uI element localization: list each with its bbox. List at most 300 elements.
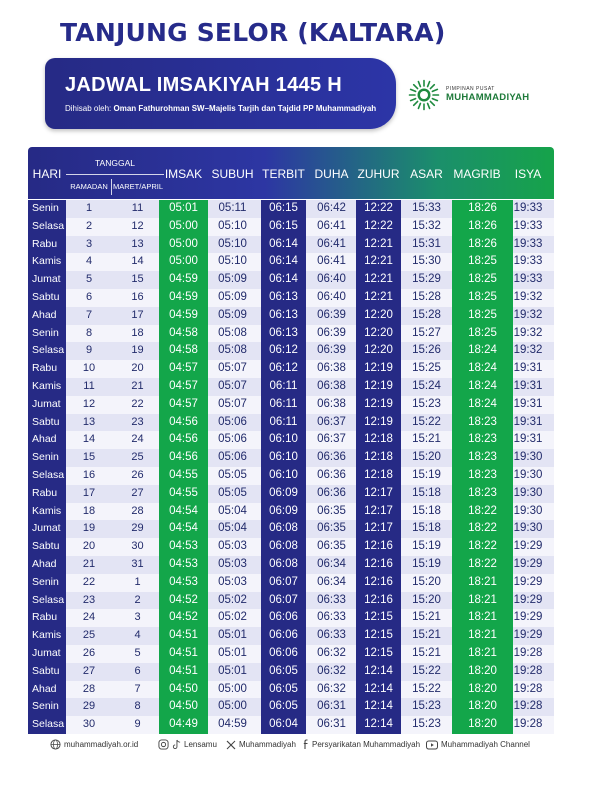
terbit-time-cell: 06:13 bbox=[261, 289, 306, 307]
asar-time-cell: 15:21 bbox=[412, 611, 441, 624]
asar-time-cell: 15:20 bbox=[412, 575, 441, 588]
isya-time-cell: 19:29 bbox=[513, 575, 543, 588]
duha-time-cell: 06:41 bbox=[317, 237, 346, 250]
day-cell: Jumat bbox=[28, 396, 66, 414]
isya-time-cell: 19:29 bbox=[513, 540, 543, 553]
duha-time-cell: 06:39 bbox=[317, 326, 346, 339]
magrib-time-cell: 18:20 bbox=[452, 663, 513, 681]
zuhur-time-cell: 12:19 bbox=[356, 378, 401, 396]
table-row bbox=[28, 681, 554, 699]
subuh-time-cell: 05:03 bbox=[218, 540, 247, 553]
isya-time-cell: 19:31 bbox=[513, 415, 543, 428]
isya-time-cell: 19:28 bbox=[513, 664, 543, 677]
magrib-time-cell: 18:26 bbox=[452, 200, 513, 218]
masehi-date-cell: 13 bbox=[131, 237, 144, 250]
magrib-time-cell: 18:21 bbox=[452, 592, 513, 610]
facebook-icon bbox=[303, 739, 309, 750]
table-row bbox=[28, 592, 554, 610]
magrib-time-cell: 18:24 bbox=[452, 342, 513, 360]
isya-time-cell: 19:33 bbox=[513, 219, 543, 232]
ramadan-date-cell: 19 bbox=[82, 522, 96, 535]
terbit-time-cell: 06:10 bbox=[261, 449, 306, 467]
duha-time-cell: 06:31 bbox=[317, 718, 346, 731]
ramadan-date-cell: 13 bbox=[82, 415, 96, 428]
terbit-time-cell: 06:12 bbox=[261, 360, 306, 378]
table-row bbox=[28, 609, 554, 627]
terbit-time-cell: 06:05 bbox=[261, 663, 306, 681]
asar-time-cell: 15:22 bbox=[412, 415, 441, 428]
magrib-time-cell: 18:22 bbox=[452, 556, 513, 574]
table-row bbox=[28, 449, 554, 467]
masehi-date-cell: 31 bbox=[131, 557, 144, 570]
terbit-time-cell: 06:06 bbox=[261, 627, 306, 645]
isya-time-cell: 19:31 bbox=[513, 362, 543, 375]
zuhur-time-cell: 12:18 bbox=[356, 449, 401, 467]
table-row bbox=[28, 698, 554, 716]
imsak-time-cell: 04:55 bbox=[159, 485, 208, 503]
imsak-time-cell: 04:57 bbox=[159, 378, 208, 396]
masehi-date-cell: 28 bbox=[131, 504, 144, 517]
ramadan-date-cell: 12 bbox=[82, 397, 96, 410]
magrib-time-cell: 18:24 bbox=[452, 396, 513, 414]
logo-small-text: PIMPINAN PUSAT bbox=[446, 86, 495, 92]
terbit-time-cell: 06:14 bbox=[261, 271, 306, 289]
subuh-time-cell: 05:02 bbox=[218, 611, 247, 624]
terbit-time-cell: 06:15 bbox=[261, 218, 306, 236]
asar-time-cell: 15:19 bbox=[412, 468, 441, 481]
subuh-time-cell: 05:03 bbox=[218, 557, 247, 570]
ramadan-date-cell: 15 bbox=[82, 451, 96, 464]
asar-time-cell: 15:32 bbox=[412, 219, 441, 232]
ramadan-date-cell: 8 bbox=[85, 326, 93, 339]
subuh-time-cell: 05:00 bbox=[218, 682, 247, 695]
zuhur-time-cell: 12:16 bbox=[356, 538, 401, 556]
magrib-time-cell: 18:21 bbox=[452, 609, 513, 627]
duha-time-cell: 06:31 bbox=[317, 700, 346, 713]
magrib-time-cell: 18:24 bbox=[452, 360, 513, 378]
duha-time-cell: 06:33 bbox=[317, 629, 346, 642]
masehi-date-cell: 3 bbox=[134, 611, 141, 624]
terbit-time-cell: 06:04 bbox=[261, 716, 306, 734]
day-cell: Selasa bbox=[28, 716, 66, 734]
header-duha: DUHA bbox=[314, 167, 349, 181]
isya-time-cell: 19:30 bbox=[513, 486, 543, 499]
zuhur-time-cell: 12:14 bbox=[356, 716, 401, 734]
header-imsak: IMSAK bbox=[164, 167, 203, 181]
duha-time-cell: 06:38 bbox=[317, 362, 346, 375]
isya-time-cell: 19:30 bbox=[513, 522, 543, 535]
ramadan-date-cell: 2 bbox=[85, 219, 93, 232]
magrib-time-cell: 18:23 bbox=[452, 449, 513, 467]
magrib-time-cell: 18:25 bbox=[452, 253, 513, 271]
isya-time-cell: 19:32 bbox=[513, 308, 543, 321]
day-cell: Sabtu bbox=[28, 663, 66, 681]
sun-emblem-icon bbox=[408, 79, 440, 111]
imsak-time-cell: 04:51 bbox=[159, 645, 208, 663]
isya-time-cell: 19:28 bbox=[513, 646, 543, 659]
ramadan-date-cell: 24 bbox=[82, 611, 96, 624]
duha-time-cell: 06:37 bbox=[317, 433, 346, 446]
asar-time-cell: 15:28 bbox=[412, 290, 441, 303]
masehi-date-cell: 8 bbox=[134, 700, 141, 713]
magrib-time-cell: 18:22 bbox=[452, 520, 513, 538]
table-row bbox=[28, 467, 554, 485]
magrib-time-cell: 18:22 bbox=[452, 503, 513, 521]
table-row bbox=[28, 289, 554, 307]
duha-time-cell: 06:38 bbox=[317, 397, 346, 410]
subuh-time-cell: 05:10 bbox=[218, 219, 247, 232]
subuh-time-cell: 05:09 bbox=[218, 308, 247, 321]
imsak-time-cell: 04:56 bbox=[159, 414, 208, 432]
terbit-time-cell: 06:06 bbox=[261, 645, 306, 663]
isya-time-cell: 19:29 bbox=[513, 557, 543, 570]
imsak-time-cell: 04:55 bbox=[159, 467, 208, 485]
masehi-date-cell: 23 bbox=[131, 415, 144, 428]
terbit-time-cell: 06:07 bbox=[261, 574, 306, 592]
imsak-time-cell: 04:59 bbox=[159, 271, 208, 289]
duha-time-cell: 06:33 bbox=[317, 593, 346, 606]
ramadan-date-cell: 20 bbox=[82, 540, 96, 553]
duha-time-cell: 06:36 bbox=[317, 468, 346, 481]
zuhur-time-cell: 12:15 bbox=[356, 609, 401, 627]
footer-youtube[interactable] bbox=[426, 738, 530, 752]
subuh-time-cell: 05:06 bbox=[218, 433, 247, 446]
terbit-time-cell: 06:10 bbox=[261, 431, 306, 449]
asar-time-cell: 15:21 bbox=[412, 646, 441, 659]
asar-time-cell: 15:20 bbox=[412, 593, 441, 606]
zuhur-time-cell: 12:14 bbox=[356, 698, 401, 716]
zuhur-time-cell: 12:20 bbox=[356, 307, 401, 325]
masehi-date-cell: 20 bbox=[131, 362, 144, 375]
magrib-time-cell: 18:25 bbox=[452, 271, 513, 289]
ramadan-date-cell: 21 bbox=[82, 557, 96, 570]
isya-time-cell: 19:33 bbox=[513, 255, 543, 268]
day-cell: Rabu bbox=[28, 485, 66, 503]
day-cell: Senin bbox=[28, 200, 66, 218]
isya-time-cell: 19:31 bbox=[513, 397, 543, 410]
asar-time-cell: 15:20 bbox=[412, 451, 441, 464]
imsak-time-cell: 04:49 bbox=[159, 716, 208, 734]
table-row bbox=[28, 360, 554, 378]
header-isya: ISYA bbox=[514, 167, 542, 181]
ramadan-date-cell: 9 bbox=[85, 344, 93, 357]
imsak-time-cell: 05:00 bbox=[159, 218, 208, 236]
subuh-time-cell: 05:10 bbox=[218, 255, 247, 268]
asar-time-cell: 15:19 bbox=[412, 557, 441, 570]
masehi-date-cell: 24 bbox=[131, 433, 144, 446]
day-cell: Selasa bbox=[28, 218, 66, 236]
masehi-date-cell: 27 bbox=[131, 486, 144, 499]
asar-time-cell: 15:18 bbox=[412, 486, 441, 499]
instagram-icon bbox=[158, 739, 169, 750]
footer-website-text: muhammadiyah.or.id bbox=[64, 740, 139, 749]
duha-time-cell: 06:36 bbox=[317, 486, 346, 499]
zuhur-time-cell: 12:19 bbox=[356, 414, 401, 432]
asar-time-cell: 15:23 bbox=[412, 700, 441, 713]
imsak-time-cell: 04:54 bbox=[159, 503, 208, 521]
terbit-time-cell: 06:09 bbox=[261, 485, 306, 503]
day-cell: Rabu bbox=[28, 609, 66, 627]
magrib-time-cell: 18:25 bbox=[452, 307, 513, 325]
duha-time-cell: 06:41 bbox=[317, 255, 346, 268]
magrib-time-cell: 18:21 bbox=[452, 574, 513, 592]
table-row bbox=[28, 396, 554, 414]
duha-time-cell: 06:38 bbox=[317, 379, 346, 392]
imsak-time-cell: 05:00 bbox=[159, 253, 208, 271]
isya-time-cell: 19:30 bbox=[513, 504, 543, 517]
magrib-time-cell: 18:21 bbox=[452, 627, 513, 645]
imsak-time-cell: 05:00 bbox=[159, 236, 208, 254]
table-row bbox=[28, 663, 554, 681]
table-row bbox=[28, 271, 554, 289]
ramadan-date-cell: 28 bbox=[82, 682, 96, 695]
zuhur-time-cell: 12:21 bbox=[356, 236, 401, 254]
magrib-time-cell: 18:23 bbox=[452, 467, 513, 485]
duha-time-cell: 06:32 bbox=[317, 646, 346, 659]
ramadan-date-cell: 16 bbox=[82, 468, 96, 481]
isya-time-cell: 19:28 bbox=[513, 682, 543, 695]
subuh-time-cell: 05:04 bbox=[218, 522, 247, 535]
asar-time-cell: 15:27 bbox=[412, 326, 441, 339]
asar-time-cell: 15:22 bbox=[412, 682, 441, 695]
footer-lensamu-text: Lensamu bbox=[184, 740, 217, 749]
footer-facebook[interactable] bbox=[303, 738, 420, 752]
magrib-time-cell: 18:21 bbox=[452, 645, 513, 663]
terbit-time-cell: 06:13 bbox=[261, 307, 306, 325]
duha-time-cell: 06:41 bbox=[317, 219, 346, 232]
zuhur-time-cell: 12:16 bbox=[356, 574, 401, 592]
isya-time-cell: 19:31 bbox=[513, 433, 543, 446]
magrib-time-cell: 18:25 bbox=[452, 325, 513, 343]
subuh-time-cell: 05:08 bbox=[218, 326, 247, 339]
asar-time-cell: 15:30 bbox=[412, 255, 441, 268]
ramadan-date-cell: 3 bbox=[85, 237, 93, 250]
ramadan-date-cell: 17 bbox=[82, 486, 96, 499]
duha-time-cell: 06:35 bbox=[317, 540, 346, 553]
isya-time-cell: 19:28 bbox=[513, 718, 543, 731]
asar-time-cell: 15:21 bbox=[412, 629, 441, 642]
zuhur-time-cell: 12:18 bbox=[356, 467, 401, 485]
terbit-time-cell: 06:11 bbox=[261, 396, 306, 414]
banner-title: JADWAL IMSAKIYAH 1445 H bbox=[65, 74, 342, 96]
table-row bbox=[28, 342, 554, 360]
terbit-time-cell: 06:06 bbox=[261, 609, 306, 627]
header-asar: ASAR bbox=[410, 167, 443, 181]
table-header bbox=[28, 147, 554, 199]
table-row bbox=[28, 378, 554, 396]
day-cell: Ahad bbox=[28, 307, 66, 325]
header-tanggal: TANGGAL bbox=[95, 158, 135, 168]
table-row bbox=[28, 716, 554, 734]
table-row bbox=[28, 574, 554, 592]
day-cell: Jumat bbox=[28, 645, 66, 663]
terbit-time-cell: 06:11 bbox=[261, 414, 306, 432]
isya-time-cell: 19:32 bbox=[513, 290, 543, 303]
table-row bbox=[28, 218, 554, 236]
day-cell: Rabu bbox=[28, 360, 66, 378]
imsak-time-cell: 04:52 bbox=[159, 609, 208, 627]
imsak-time-cell: 04:54 bbox=[159, 520, 208, 538]
isya-time-cell: 19:30 bbox=[513, 468, 543, 481]
subuh-time-cell: 05:09 bbox=[218, 290, 247, 303]
table-row bbox=[28, 325, 554, 343]
masehi-date-cell: 19 bbox=[131, 344, 144, 357]
footer-facebook-text: Persyarikatan Muhammadiyah bbox=[312, 740, 421, 749]
terbit-time-cell: 06:12 bbox=[261, 342, 306, 360]
magrib-time-cell: 18:23 bbox=[452, 431, 513, 449]
day-cell: Selasa bbox=[28, 342, 66, 360]
header-hari: HARI bbox=[32, 167, 62, 181]
imsak-time-cell: 04:58 bbox=[159, 325, 208, 343]
zuhur-time-cell: 12:16 bbox=[356, 592, 401, 610]
duha-time-cell: 06:40 bbox=[317, 273, 346, 286]
subuh-time-cell: 05:11 bbox=[218, 202, 247, 214]
masehi-date-cell: 7 bbox=[134, 682, 141, 695]
day-cell: Kamis bbox=[28, 253, 66, 271]
isya-time-cell: 19:33 bbox=[513, 237, 543, 250]
masehi-date-cell: 15 bbox=[131, 273, 144, 286]
magrib-time-cell: 18:26 bbox=[452, 218, 513, 236]
table-row bbox=[28, 236, 554, 254]
masehi-date-cell: 1 bbox=[134, 575, 141, 588]
ramadan-date-cell: 10 bbox=[82, 362, 96, 375]
footer-instagram-tiktok[interactable] bbox=[158, 738, 217, 752]
subuh-time-cell: 05:08 bbox=[218, 344, 247, 357]
table-row bbox=[28, 503, 554, 521]
isya-time-cell: 19:32 bbox=[513, 326, 543, 339]
isya-time-cell: 19:29 bbox=[513, 611, 543, 624]
duha-time-cell: 06:36 bbox=[317, 451, 346, 464]
asar-time-cell: 15:24 bbox=[412, 379, 441, 392]
zuhur-time-cell: 12:17 bbox=[356, 503, 401, 521]
zuhur-time-cell: 12:21 bbox=[356, 253, 401, 271]
zuhur-time-cell: 12:14 bbox=[356, 681, 401, 699]
tiktok-icon bbox=[172, 739, 181, 750]
magrib-time-cell: 18:23 bbox=[452, 414, 513, 432]
asar-time-cell: 15:25 bbox=[412, 362, 441, 375]
terbit-time-cell: 06:08 bbox=[261, 556, 306, 574]
zuhur-time-cell: 12:15 bbox=[356, 645, 401, 663]
subuh-time-cell: 05:02 bbox=[218, 593, 247, 606]
footer-x[interactable] bbox=[226, 738, 296, 752]
zuhur-time-cell: 12:20 bbox=[356, 342, 401, 360]
asar-time-cell: 15:22 bbox=[412, 664, 441, 677]
terbit-time-cell: 06:14 bbox=[261, 253, 306, 271]
asar-time-cell: 15:29 bbox=[412, 273, 441, 286]
magrib-time-cell: 18:22 bbox=[452, 538, 513, 556]
masehi-date-cell: 22 bbox=[131, 397, 144, 410]
zuhur-time-cell: 12:19 bbox=[356, 396, 401, 414]
subuh-time-cell: 05:07 bbox=[218, 362, 247, 375]
day-cell: Sabtu bbox=[28, 538, 66, 556]
asar-time-cell: 15:23 bbox=[412, 718, 441, 731]
isya-time-cell: 19:30 bbox=[513, 451, 543, 464]
terbit-time-cell: 06:11 bbox=[261, 378, 306, 396]
masehi-date-cell: 17 bbox=[131, 308, 144, 321]
masehi-date-cell: 21 bbox=[131, 379, 144, 392]
masehi-date-cell: 9 bbox=[134, 718, 141, 731]
subuh-time-cell: 04:59 bbox=[218, 718, 247, 731]
isya-time-cell: 19:33 bbox=[513, 202, 543, 214]
ramadan-date-cell: 11 bbox=[83, 379, 95, 392]
asar-time-cell: 15:28 bbox=[412, 308, 441, 321]
magrib-time-cell: 18:20 bbox=[452, 716, 513, 734]
zuhur-time-cell: 12:16 bbox=[356, 556, 401, 574]
asar-time-cell: 15:18 bbox=[412, 522, 441, 535]
duha-time-cell: 06:40 bbox=[317, 290, 346, 303]
youtube-icon bbox=[426, 740, 438, 750]
zuhur-time-cell: 12:17 bbox=[356, 520, 401, 538]
imsak-time-cell: 04:57 bbox=[159, 396, 208, 414]
isya-time-cell: 19:33 bbox=[513, 273, 543, 286]
isya-time-cell: 19:29 bbox=[513, 593, 543, 606]
day-cell: Kamis bbox=[28, 503, 66, 521]
duha-time-cell: 06:39 bbox=[317, 344, 346, 357]
terbit-time-cell: 06:07 bbox=[261, 592, 306, 610]
masehi-date-cell: 14 bbox=[131, 255, 144, 268]
subuh-time-cell: 05:09 bbox=[218, 273, 247, 286]
masehi-date-cell: 25 bbox=[131, 451, 144, 464]
terbit-time-cell: 06:05 bbox=[261, 681, 306, 699]
day-cell: Selasa bbox=[28, 467, 66, 485]
subuh-time-cell: 05:04 bbox=[218, 504, 247, 517]
masehi-date-cell: 6 bbox=[134, 664, 141, 677]
ramadan-date-cell: 14 bbox=[82, 433, 96, 446]
subuh-time-cell: 05:07 bbox=[218, 397, 247, 410]
table-row bbox=[28, 627, 554, 645]
ramadan-date-cell: 7 bbox=[85, 308, 93, 321]
isya-time-cell: 19:29 bbox=[513, 629, 543, 642]
ramadan-date-cell: 25 bbox=[82, 629, 96, 642]
terbit-time-cell: 06:09 bbox=[261, 503, 306, 521]
day-cell: Jumat bbox=[28, 271, 66, 289]
table-row bbox=[28, 556, 554, 574]
isya-time-cell: 19:28 bbox=[513, 700, 543, 713]
masehi-date-cell: 16 bbox=[131, 290, 144, 303]
asar-time-cell: 15:26 bbox=[412, 344, 441, 357]
subuh-time-cell: 05:03 bbox=[218, 575, 247, 588]
footer-x-text: Muhammadiyah bbox=[239, 740, 296, 749]
zuhur-time-cell: 12:21 bbox=[356, 289, 401, 307]
imsak-time-cell: 04:56 bbox=[159, 431, 208, 449]
subuh-time-cell: 05:06 bbox=[218, 451, 247, 464]
masehi-date-cell: 26 bbox=[131, 468, 144, 481]
subuh-time-cell: 05:10 bbox=[218, 237, 247, 250]
magrib-time-cell: 18:24 bbox=[452, 378, 513, 396]
magrib-time-cell: 18:20 bbox=[452, 698, 513, 716]
imsak-time-cell: 04:50 bbox=[159, 698, 208, 716]
magrib-time-cell: 18:26 bbox=[452, 236, 513, 254]
imsak-time-cell: 04:59 bbox=[159, 307, 208, 325]
imsak-time-cell: 05:01 bbox=[159, 200, 208, 218]
zuhur-time-cell: 12:18 bbox=[356, 431, 401, 449]
city-title: TANJUNG SELOR (KALTARA) bbox=[60, 18, 446, 47]
muhammadiyah-logo bbox=[405, 79, 555, 111]
day-cell: Senin bbox=[28, 574, 66, 592]
ramadan-date-cell: 5 bbox=[85, 273, 93, 286]
duha-time-cell: 06:39 bbox=[317, 308, 346, 321]
footer-website[interactable] bbox=[50, 738, 138, 752]
globe-icon bbox=[50, 739, 61, 750]
header-magrib: MAGRIB bbox=[453, 167, 501, 181]
subuh-time-cell: 05:07 bbox=[218, 379, 247, 392]
duha-time-cell: 06:37 bbox=[317, 415, 346, 428]
header-zuhur: ZUHUR bbox=[357, 167, 400, 181]
imsak-time-cell: 04:50 bbox=[159, 681, 208, 699]
day-cell: Sabtu bbox=[28, 414, 66, 432]
banner-sub-prefix: Dihisab oleh: bbox=[65, 104, 114, 113]
day-cell: Rabu bbox=[28, 236, 66, 254]
